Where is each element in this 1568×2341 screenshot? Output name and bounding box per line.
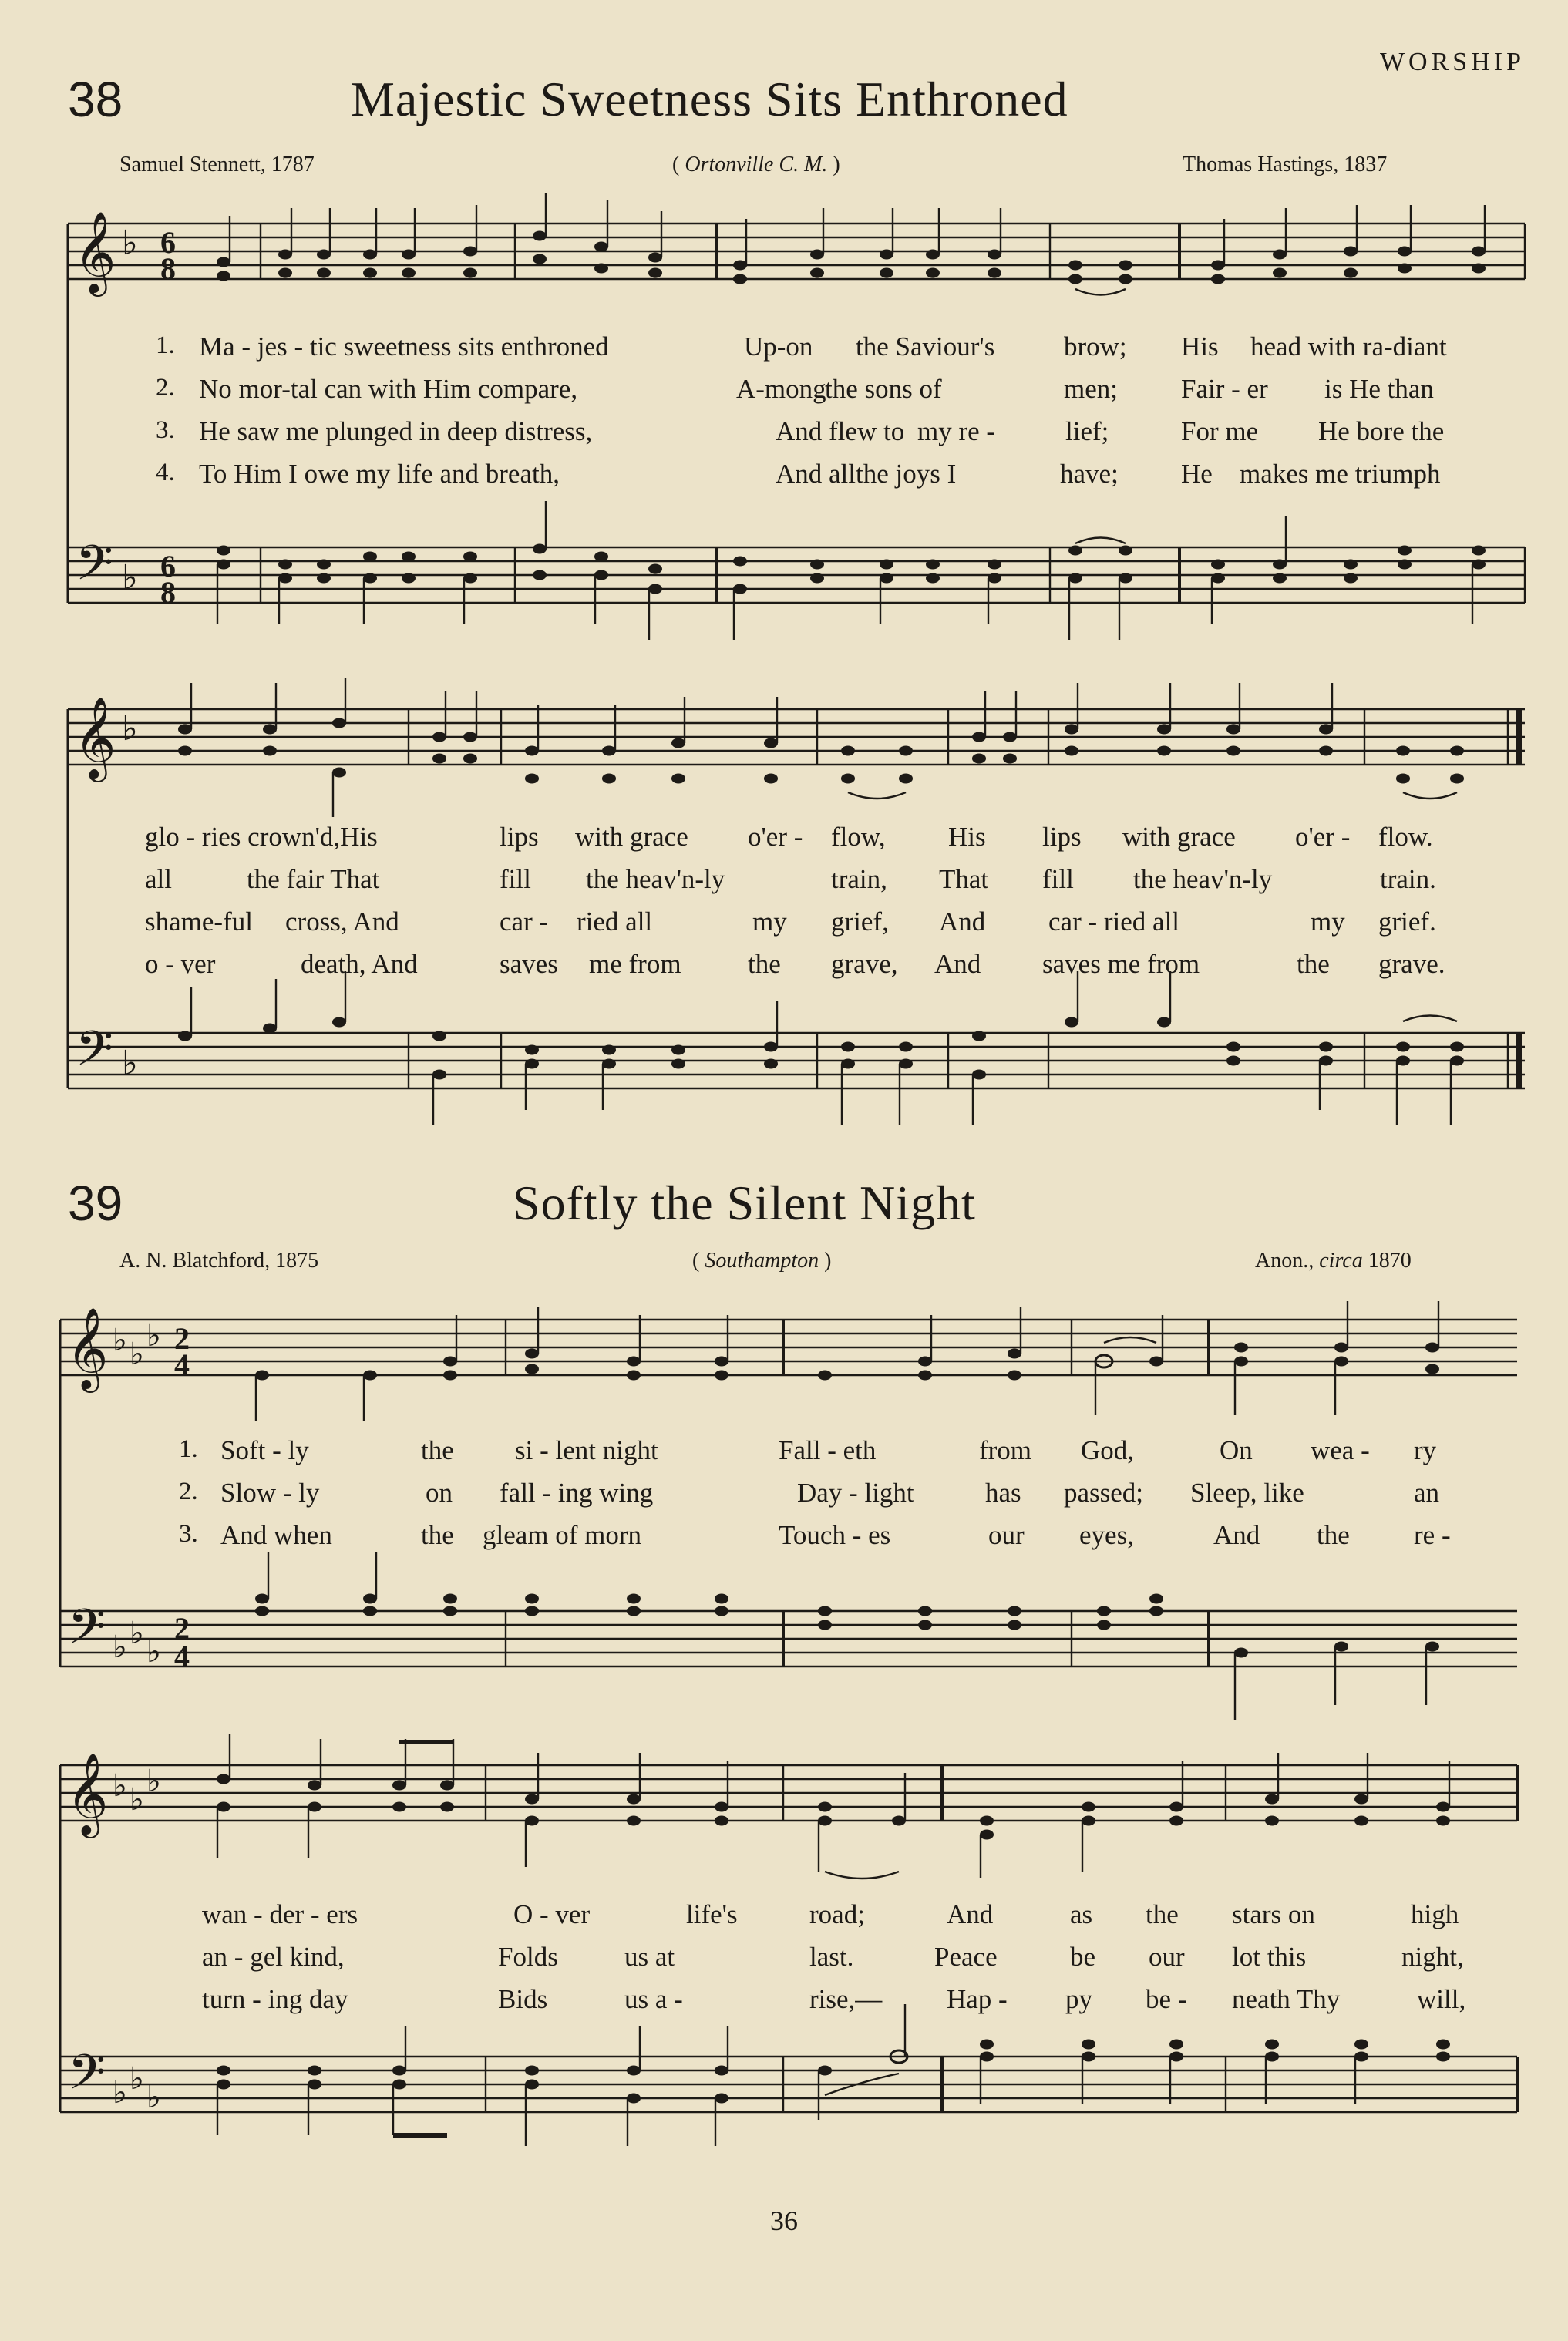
- hymn-39-system-1: [0, 1289, 1568, 1736]
- hymn-38-tune-name: Ortonville: [685, 153, 774, 177]
- svg-text:𝄢: 𝄢: [68, 2043, 106, 2112]
- svg-text:8: 8: [160, 251, 176, 286]
- svg-text:4: 4: [174, 1639, 190, 1673]
- svg-text:♭: ♭: [113, 1323, 127, 1358]
- svg-text:♭: ♭: [122, 224, 138, 263]
- hymn-38-verse-4-line-1: 4. To Him I owe my life and breath, And all the joys I have; He makes me triumph: [156, 459, 1441, 489]
- svg-text:♭: ♭: [146, 1764, 161, 1799]
- svg-text:6: 6: [160, 225, 176, 260]
- svg-text:𝄞: 𝄞: [74, 696, 116, 779]
- hymn-38-meter: C. M.: [779, 153, 828, 177]
- hymn-38-verse-1-line-2: glo - ries crown'd,His lips with grace o'er - flow, His lips with grace o'er - flow.: [145, 822, 1433, 852]
- hymn-39-title: Softly the Silent Night: [513, 1176, 976, 1230]
- hymn-39-tune: ( Southampton ): [692, 1249, 832, 1273]
- svg-text:4: 4: [174, 1347, 190, 1382]
- svg-text:𝄢: 𝄢: [68, 1598, 106, 1667]
- svg-text:♭: ♭: [130, 1616, 144, 1651]
- svg-text:2: 2: [174, 1611, 190, 1646]
- svg-text:8: 8: [160, 575, 176, 610]
- svg-text:♭: ♭: [122, 709, 138, 748]
- hymn-38-system-2: [0, 678, 1568, 1125]
- hymn-39-verse-2-line-1: 2. Slow - ly on fall - ing wing Day - light has passed; Sleep, like an: [179, 1478, 1440, 1508]
- svg-text:♭: ♭: [113, 2075, 127, 2111]
- svg-text:♭: ♭: [122, 1044, 138, 1083]
- hymn-38-verse-3-line-2: shame-ful cross, And car - ried all my grief, And car - ried all my grief.: [145, 906, 1436, 937]
- hymn-39-composer: Anon., circa 1870: [1255, 1249, 1412, 1273]
- svg-text:𝄞: 𝄞: [66, 1307, 109, 1389]
- hymn-39-author: A. N. Blatchford, 1875: [119, 1249, 319, 1273]
- svg-text:𝄢: 𝄢: [76, 534, 113, 603]
- hymn-38-verse-1-line-1: 1. Ma - jes - tic sweetness sits enthroned Up-on the Saviour's brow; His head with ra-diant: [156, 331, 1447, 362]
- page-number: 36: [770, 2205, 798, 2236]
- svg-text:♭: ♭: [130, 1337, 144, 1372]
- hymn-39-verse-3-line-1: 3. And when the gleam of morn Touch - es our eyes, And the re -: [179, 1520, 1451, 1550]
- hymn-38-composer: Thomas Hastings, 1837: [1183, 153, 1388, 177]
- svg-text:6: 6: [160, 549, 176, 584]
- svg-text:♭: ♭: [130, 2061, 144, 2097]
- hymn-38-title: Majestic Sweetness Sits Enthroned: [351, 72, 1068, 126]
- hymn-38-author: Samuel Stennett, 1787: [119, 153, 315, 177]
- svg-text:♭: ♭: [130, 1782, 144, 1818]
- hymn-39-verse-3-line-2: turn - ing day Bids us a - rise,— Hap - py be - neath Thy will,: [202, 1984, 1466, 2014]
- section-label: WORSHIP: [1379, 48, 1525, 76]
- svg-text:♭: ♭: [146, 2080, 161, 2115]
- svg-text:𝄢: 𝄢: [76, 1020, 113, 1088]
- hymn-39-verse-1-line-1: 1. Soft - ly the si - lent night Fall - eth from God, On wea - ry: [179, 1435, 1437, 1465]
- hymn-39-tune-name: Southampton: [705, 1249, 819, 1273]
- hymn-39-verse-1-line-2: wan - der - ers O - ver life's road; And as the stars on high: [202, 1899, 1459, 1929]
- svg-text:♭: ♭: [146, 1318, 161, 1354]
- svg-text:𝄞: 𝄞: [66, 1752, 109, 1835]
- svg-text:♭: ♭: [146, 1634, 161, 1670]
- hymn-39-verse-2-line-2: an - gel kind, Folds us at last. Peace be our lot this night,: [202, 1942, 1464, 1972]
- svg-text:2: 2: [174, 1321, 190, 1356]
- hymn-38-verse-2-line-1: 2. No mor-tal can with Him compare, A-mong the sons of men; Fair - er is He than: [156, 374, 1434, 404]
- hymn-38-verse-4-line-2: o - ver death, And saves me from the grave, And saves me from the grave.: [145, 949, 1445, 979]
- hymn-38-verse-3-line-1: 3. He saw me plunged in deep distress, And flew to my re - lief; For me He bore the: [156, 416, 1445, 446]
- hymn-39-number: 39: [68, 1176, 123, 1231]
- svg-text:♭: ♭: [122, 558, 138, 597]
- hymn-38-number: 38: [68, 72, 123, 127]
- hymn-38-verse-2-line-2: all the fair That fill the heav'n-ly train, That fill the heav'n-ly train.: [145, 864, 1436, 894]
- hymn-38-tune: ( Ortonville C. M. ): [672, 153, 840, 177]
- svg-text:♭: ♭: [113, 1768, 127, 1804]
- svg-text:𝄞: 𝄞: [74, 210, 116, 293]
- svg-text:♭: ♭: [113, 1630, 127, 1665]
